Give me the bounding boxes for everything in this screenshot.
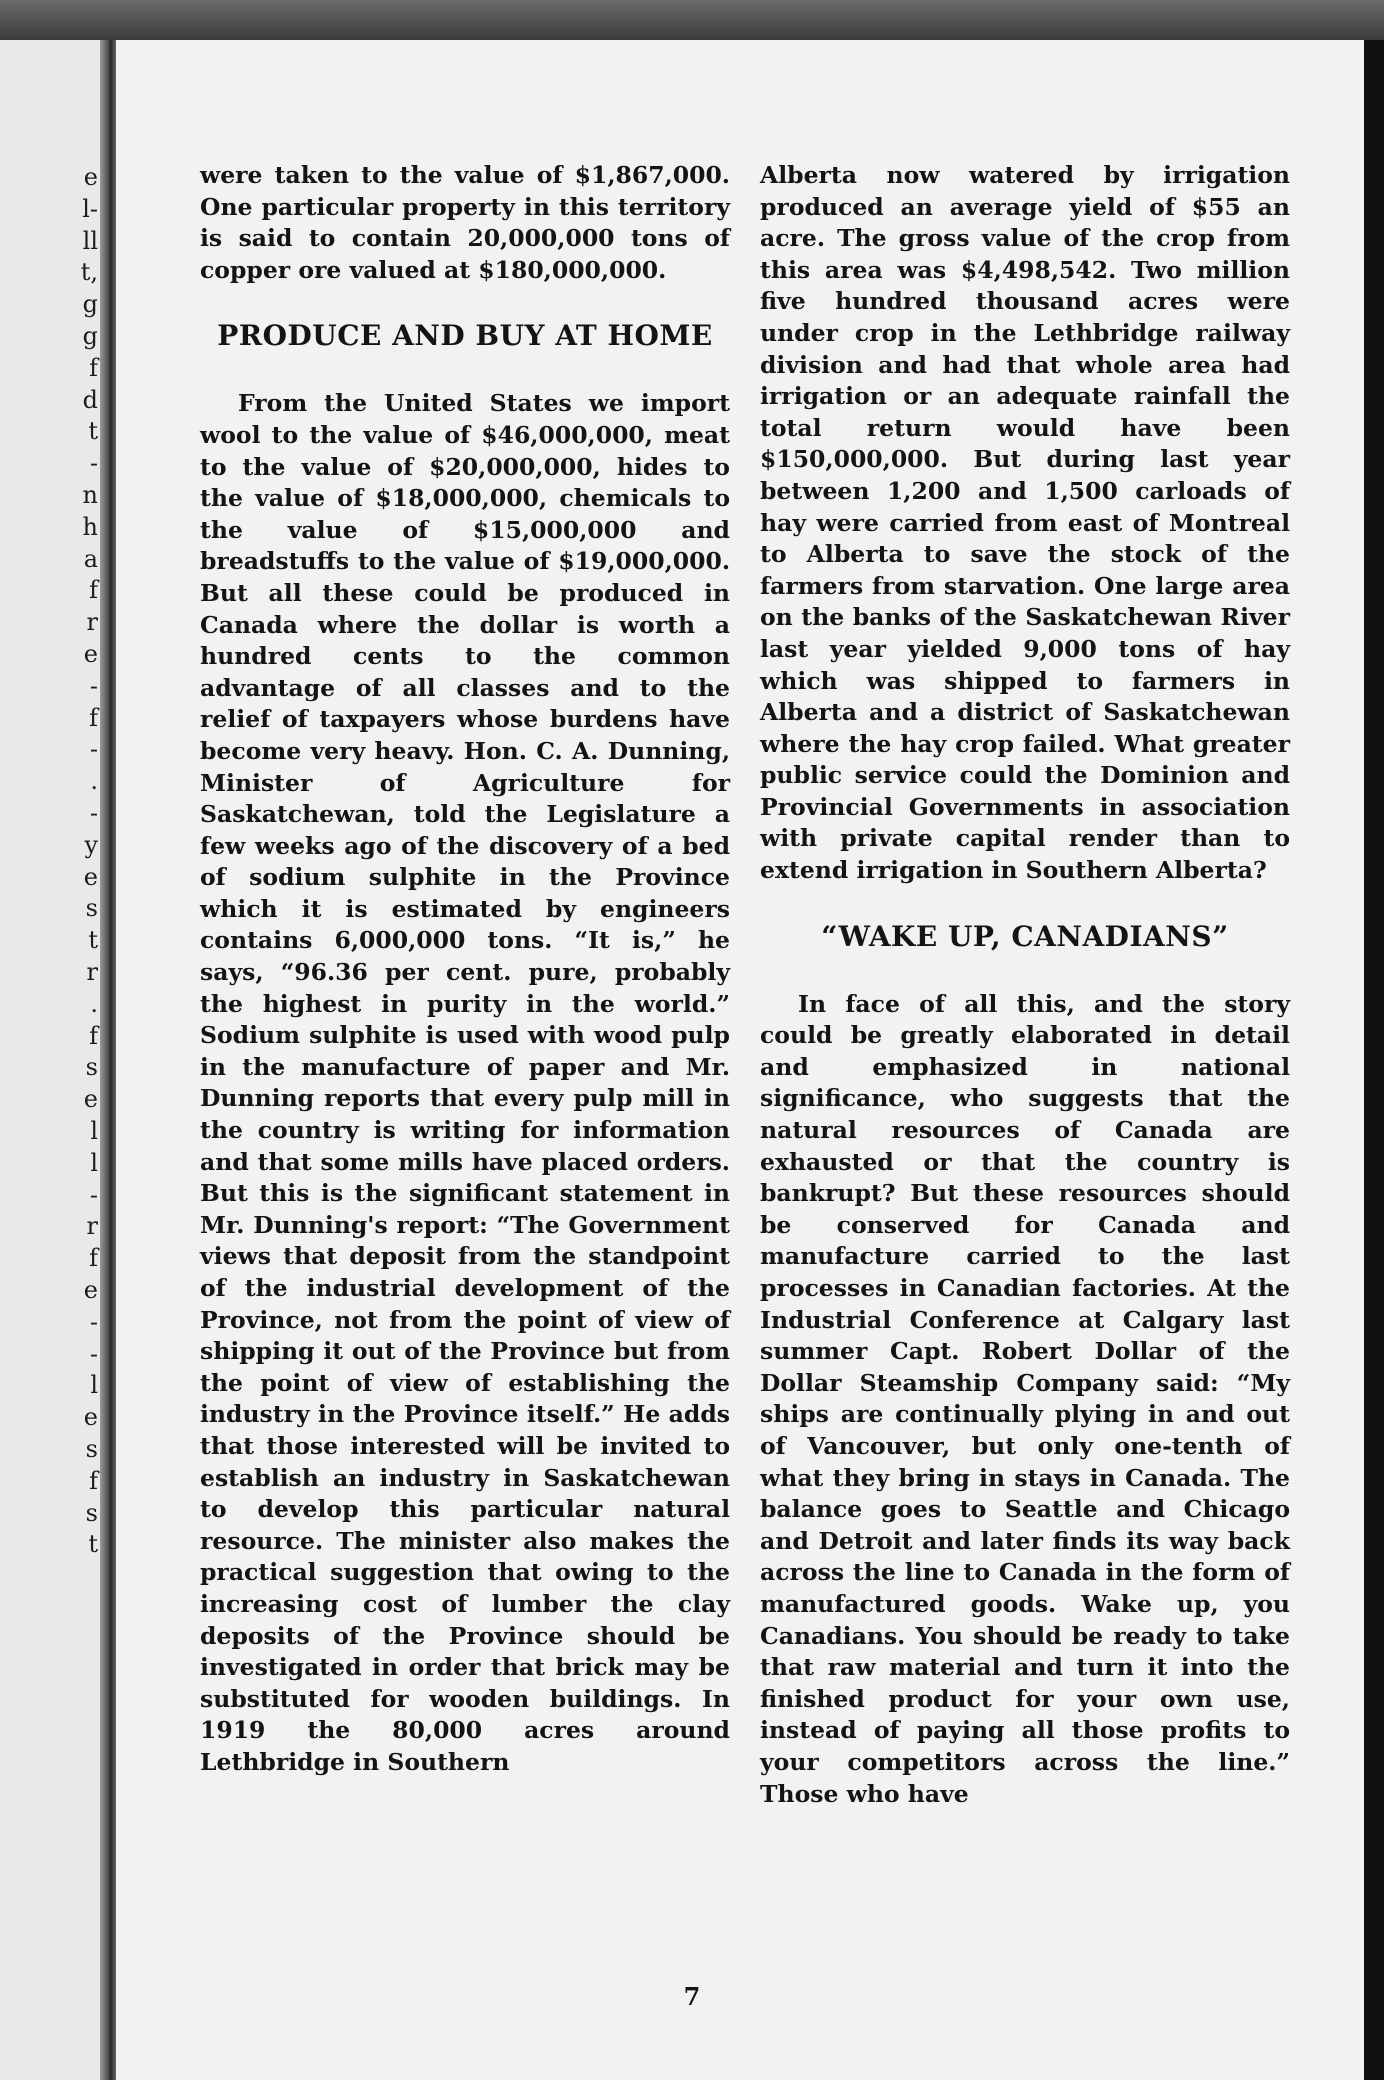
facing-page-fragment: e [83,1276,98,1304]
facing-page-fragment: - [89,1180,98,1209]
scanner-top-border [0,0,1384,40]
facing-page-fragment: n [82,481,98,509]
facing-page-fragment: f [89,1244,98,1273]
facing-page-fragment: l [90,1148,98,1177]
facing-page-fragment: f [89,703,98,732]
facing-page-fragment: y [84,830,98,859]
facing-page-fragment: t, [80,258,98,287]
facing-page-fragment: r [86,608,98,637]
right-intro-paragraph: Alberta now watered by irrigation produced an average yield of $55 an acre. The gross value of the crop from this area was $4,498,542. Two million five hundred thousand acres were under crop in the Lethbridge railway division and had that whole area had irrigation or an adequate rainfall the total return would have been $150,000,000. But during last year between 1,200 and 1,500 carloads of hay were carried from east of Montreal to Alberta to save the stock of the farmers from starvation. One large area on the banks of the Saskatchewan River last year yielded 9,000 tons of hay which was shipped to farmers in Alberta and a district of Saskatchewan where the hay crop failed. What greater public service could the Dominion and Provincial Governments in association with private capital render than to extend irrigation in Southern Alberta? [760,161,1290,885]
scanner-right-border [1364,40,1384,2080]
facing-page-fragment: e [83,640,98,668]
facing-page-fragment: f [89,1466,98,1495]
facing-page-fragment: a [83,544,98,573]
facing-page-fragment: h [82,512,98,541]
facing-page-fragment: t [88,1530,98,1559]
facing-page-fragment: r [86,1212,98,1241]
left-column [200,160,730,1779]
facing-page-fragment: d [82,385,98,414]
facing-page-fragment: - [89,1307,98,1336]
facing-page-fragment: f [89,576,98,605]
facing-page-fragment: - [89,671,98,700]
facing-page-fragment: l- [82,194,98,223]
facing-page-fragment: - [89,1339,98,1368]
facing-page-fragment: l [90,1371,98,1400]
facing-page-fragment: ll [82,226,98,255]
facing-page-fragment: . [90,989,98,1018]
facing-page-fragment: e [83,862,98,891]
facing-page-fragment: s [85,894,98,923]
facing-page-fragment: s [85,1435,98,1463]
facing-page-fragment: f [89,1021,98,1050]
facing-page-fragment: l [90,1117,98,1145]
facing-page-fragment: - [89,735,98,764]
left-intro-paragraph: were taken to the value of $1,867,000. One particular property in this territory is said to contain 20,000,000 tons of copper ore valued at $180,000,000. [200,161,730,284]
facing-page-fragment: s [85,1053,98,1082]
facing-page-fragment: r [86,958,98,986]
section-heading-wake-up: “WAKE UP, CANADIANS” [821,919,1229,953]
facing-page-fragment: t [88,926,98,955]
facing-page-fragment: g [82,322,98,350]
facing-page-fragment: s [85,1498,98,1527]
page-number: 7 [683,1982,701,2011]
facing-page-fragment: e [83,1085,98,1114]
facing-page-fragment: f [89,353,98,382]
facing-page-fragment: e [83,163,98,191]
facing-page-fragment: . [90,767,98,796]
right-main-paragraph: In face of all this, and the story could be greatly elaborated in detail and emphasized in national significance, who suggests that the natural resources of Canada are exhausted or that the country is bankrupt? But these resources should be conserved for Canada and manufacture carried to the last processes in Canadian factories. At the Industrial Conference at Calgary last summer Capt. Robert Dollar of the Dollar Steamship Company said: “My ships are continually plying in and out of Vancouver, but only one-tenth of what they bring in stays in Canada. The balance goes to Seattle and Chicago and Detroit and later finds its way back across the line to Canada in the form of manufactured goods. Wake up, you Canadians. You should be ready to take that raw material and turn it into the finished product for your own use, instead of paying all those profits to your competitors across the line.” Those who have [760,989,1290,1808]
facing-page-fragment: e [83,1403,98,1432]
facing-page-fragment: g [82,290,98,319]
left-main-paragraph: From the United States we import wool to the value of $46,000,000, meat to the value of $20,000,000, hides to the value of $18,000,000, chemicals to the value of $15,000,000 and breadstuffs to the value of $19,000,000. But all these could be produced in Canada where the dollar is worth a hundred cents to the common advantage of all classes and to the relief of taxpayers whose burdens have become very heavy. Hon. C. A. Dunning, Minister of Agriculture for Saskatchewan, told the Legislature a few weeks ago of the discovery of a bed of sodium sulphite in the Province which it is estimated by engineers contains 6,000,000 tons. “It is,” he says, “96.36 per cent. pure, probably the highest in purity in the world.” Sodium sulphite is used with wood pulp in the manufacture of paper and Mr. Dunning reports that every pulp mill in the country is writing for information and that some mills have placed orders. But this is the significant statement in Mr. Dunning's report: “The Government views that deposit from the standpoint of the industrial development of the Province, not from the point of view of shipping it out of the Province but from the point of view of establishing the industry in the Province itself.” He adds that those interested will be invited to establish an industry in Saskatchewan to develop this particular natural resource. The minister also makes the practical suggestion that owing to the increasing cost of lumber the clay deposits of the Province should be investigated in order that brick may be substituted for wooden buildings. In 1919 the 80,000 acres around Lethbridge in Southern [200,389,730,1776]
facing-page-fragment: - [89,799,98,827]
right-column [760,160,1290,1810]
facing-page-fragment: t [88,417,98,446]
facing-page-edge [0,40,108,2080]
facing-page-fragment: - [89,449,98,478]
section-heading-produce: PRODUCE AND BUY AT HOME [217,319,713,353]
